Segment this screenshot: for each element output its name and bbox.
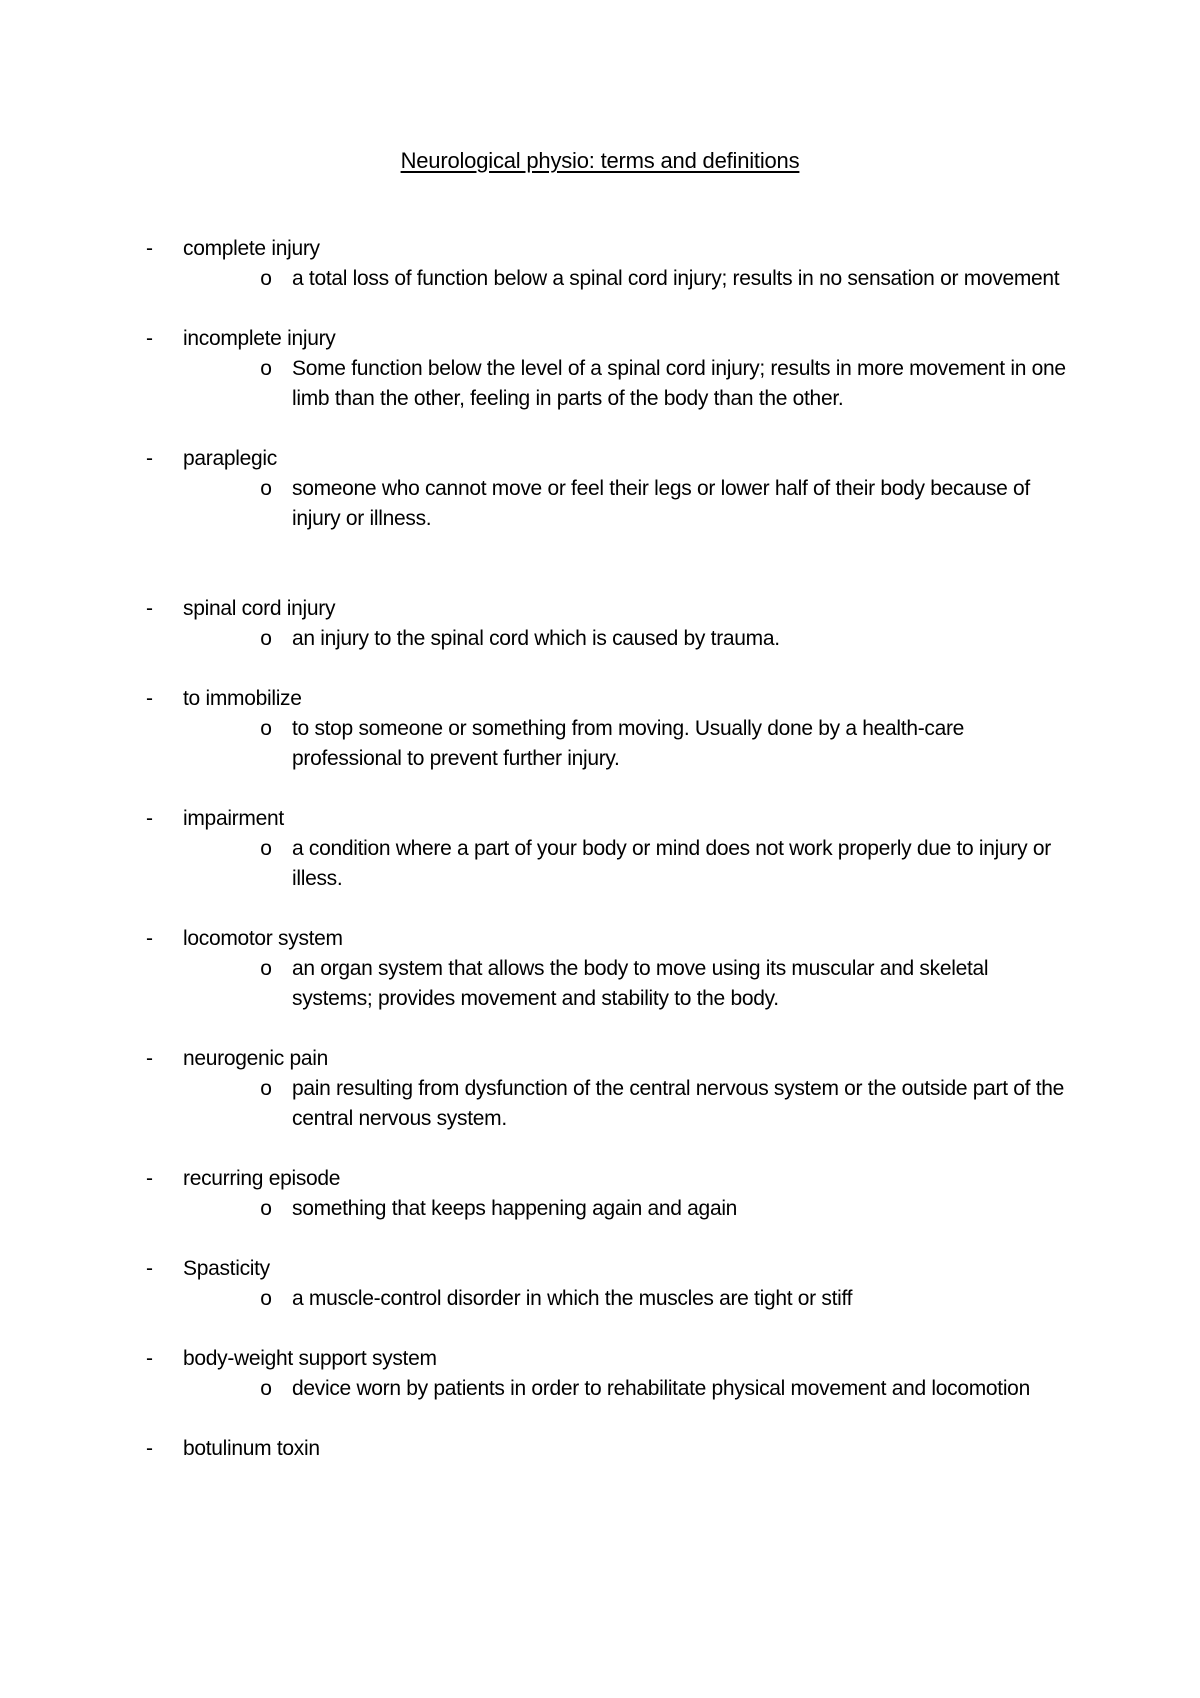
circle-bullet: o [260, 1197, 272, 1220]
circle-bullet: o [260, 1377, 272, 1400]
term-row [146, 924, 1066, 954]
definition-row [146, 834, 1066, 894]
circle-bullet: o [260, 837, 272, 860]
list-item [146, 924, 1066, 1014]
circle-bullet: o [260, 717, 272, 740]
circle-bullet: o [260, 1287, 272, 1310]
circle-bullet: o [260, 267, 272, 290]
page-title: Neurological physio: terms and definitions [400, 148, 800, 173]
list-item [146, 234, 1066, 294]
circle-bullet: o [260, 1077, 272, 1100]
term-label: neurogenic pain [183, 1047, 328, 1070]
term-row [146, 684, 1066, 714]
term-row [146, 1044, 1066, 1074]
dash-bullet: - [146, 237, 153, 260]
list-item [146, 324, 1066, 414]
term-row [146, 234, 1066, 264]
dash-bullet: - [146, 1167, 153, 1190]
definition-text: a condition where a part of your body or mind does not work properly due to injury or illess. [292, 837, 1051, 890]
term-row [146, 444, 1066, 474]
definition-text: to stop someone or something from moving. Usually done by a health-care professional to prevent further injury. [292, 717, 965, 770]
definition-text: Some function below the level of a spinal cord injury; results in more movement in one limb than the other, feeling in parts of the body than the other. [292, 357, 1066, 410]
definition-row [146, 1374, 1066, 1404]
circle-bullet: o [260, 627, 272, 650]
term-row [146, 594, 1066, 624]
definition-row [146, 474, 1066, 534]
term-row [146, 804, 1066, 834]
dash-bullet: - [146, 1437, 153, 1460]
term-label: locomotor system [183, 927, 343, 950]
list-item [146, 804, 1066, 894]
term-label: body-weight support system [183, 1347, 437, 1370]
dash-bullet: - [146, 807, 153, 830]
term-row [146, 324, 1066, 354]
definition-text: someone who cannot move or feel their legs or lower half of their body because of injury or illness. [292, 477, 1030, 530]
list-item [146, 1044, 1066, 1134]
dash-bullet: - [146, 1047, 153, 1070]
circle-bullet: o [260, 357, 272, 380]
definition-row [146, 954, 1066, 1014]
definition-text: something that keeps happening again and again [292, 1197, 738, 1220]
dash-bullet: - [146, 1347, 153, 1370]
definition-row [146, 1194, 1066, 1224]
term-label: Spasticity [183, 1257, 270, 1280]
list-item [146, 1344, 1066, 1404]
definition-text: an organ system that allows the body to move using its muscular and skeletal systems; provides movement and stability to the body. [292, 957, 989, 1010]
definition-text: a muscle-control disorder in which the muscles are tight or stiff [292, 1287, 853, 1310]
terms-list [146, 234, 1066, 1464]
definition-text: an injury to the spinal cord which is caused by trauma. [292, 627, 780, 650]
term-label: recurring episode [183, 1167, 341, 1190]
definition-text: a total loss of function below a spinal cord injury; results in no sensation or movement [292, 267, 1060, 290]
circle-bullet: o [260, 957, 272, 980]
term-label: impairment [183, 807, 284, 830]
term-row [146, 1254, 1066, 1284]
term-label: incomplete injury [183, 327, 336, 350]
dash-bullet: - [146, 1257, 153, 1280]
list-item [146, 684, 1066, 774]
term-row [146, 1344, 1066, 1374]
term-label: complete injury [183, 237, 320, 260]
term-row [146, 1164, 1066, 1194]
definition-row [146, 354, 1066, 414]
definition-row [146, 1074, 1066, 1134]
dash-bullet: - [146, 927, 153, 950]
list-item [146, 444, 1066, 534]
definition-row [146, 264, 1066, 294]
list-item [146, 1164, 1066, 1224]
definition-row [146, 624, 1066, 654]
term-label: spinal cord injury [183, 597, 336, 620]
circle-bullet: o [260, 477, 272, 500]
term-row [146, 1434, 1066, 1464]
dash-bullet: - [146, 327, 153, 350]
list-item [146, 1254, 1066, 1314]
dash-bullet: - [146, 687, 153, 710]
definition-text: pain resulting from dysfunction of the central nervous system or the outside part of the central nervous system. [292, 1077, 1065, 1130]
term-label: botulinum toxin [183, 1437, 320, 1460]
dash-bullet: - [146, 447, 153, 470]
definition-row [146, 1284, 1066, 1314]
definition-row [146, 714, 1066, 774]
term-label: to immobilize [183, 687, 302, 710]
term-label: paraplegic [183, 447, 277, 470]
definition-text: device worn by patients in order to rehabilitate physical movement and locomotion [292, 1377, 1030, 1400]
list-item [146, 1434, 1066, 1464]
dash-bullet: - [146, 597, 153, 620]
list-item [146, 594, 1066, 654]
